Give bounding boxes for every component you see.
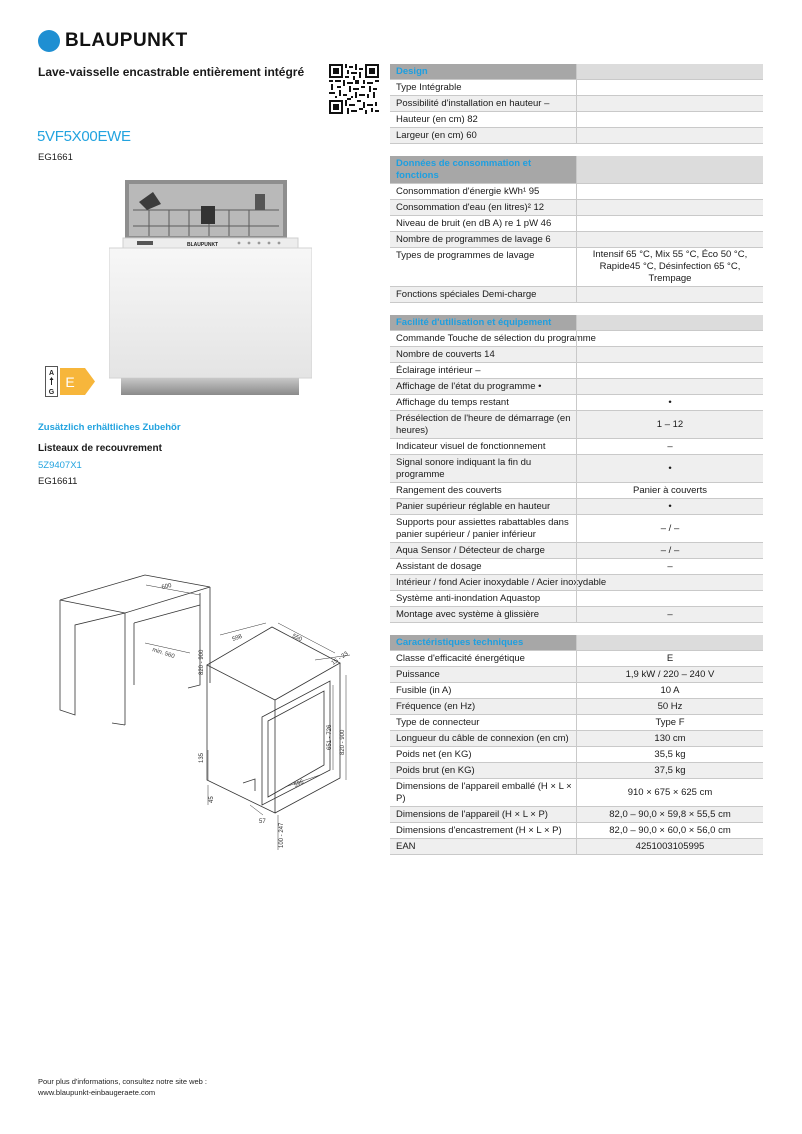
qr-code-icon bbox=[329, 64, 379, 114]
spec-value: Intensif 65 °C, Mix 55 °C, Éco 50 °C, Rapide45 °C, Désinfection 65 °C, Trempage bbox=[576, 248, 763, 286]
spec-label: Hauteur (en cm) 82 bbox=[396, 114, 478, 125]
spec-label: Nombre de couverts 14 bbox=[396, 349, 495, 360]
spec-row bbox=[390, 515, 763, 543]
spec-row bbox=[390, 823, 763, 839]
spec-value: 82,0 – 90,0 × 59,8 × 55,5 cm bbox=[576, 807, 763, 822]
spec-row bbox=[390, 731, 763, 747]
energy-class-letter: E bbox=[65, 374, 75, 390]
spec-row bbox=[390, 807, 763, 823]
spec-label: Éclairage intérieur – bbox=[396, 365, 481, 376]
spec-value: 82,0 – 90,0 × 60,0 × 56,0 cm bbox=[576, 823, 763, 838]
spec-row bbox=[390, 667, 763, 683]
spec-section-header bbox=[390, 64, 763, 80]
spec-value: – / – bbox=[576, 515, 763, 542]
spec-label: Signal sonore indiquant la fin du programme bbox=[396, 457, 532, 480]
spec-label: Fonctions spéciales Demi-charge bbox=[396, 289, 537, 300]
spec-row bbox=[390, 483, 763, 499]
spec-row bbox=[390, 543, 763, 559]
spec-row bbox=[390, 455, 763, 483]
spec-section bbox=[390, 315, 763, 623]
dim-15-23: 15 - 23 bbox=[330, 651, 350, 667]
spec-value bbox=[576, 591, 763, 606]
spec-value: 10 A bbox=[576, 683, 763, 698]
spec-row bbox=[390, 395, 763, 411]
spec-row bbox=[390, 232, 763, 248]
spec-row bbox=[390, 839, 763, 855]
spec-value: Type F bbox=[576, 715, 763, 730]
product-model[interactable]: 5VF5X00EWE bbox=[37, 128, 131, 145]
product-title: Lave-vaisselle encastrable entièrement intégré bbox=[38, 65, 305, 79]
spec-value bbox=[576, 363, 763, 378]
spec-value bbox=[576, 96, 763, 111]
spec-label: EAN bbox=[396, 841, 416, 852]
spec-value bbox=[576, 287, 763, 302]
spec-value bbox=[576, 200, 763, 215]
spec-section-header-cell bbox=[576, 156, 763, 183]
svg-text:BLAUPUNKT: BLAUPUNKT bbox=[187, 242, 219, 248]
spec-section-header bbox=[390, 315, 763, 331]
spec-value: E bbox=[576, 651, 763, 666]
spec-value: – bbox=[576, 607, 763, 622]
dim-niche-width: 600 bbox=[161, 583, 173, 591]
spec-label: Intérieur / fond Acier inoxydable / Acier inoxydable bbox=[396, 577, 607, 588]
spec-label: Panier supérieur réglable en hauteur bbox=[396, 501, 551, 512]
spec-label: Puissance bbox=[396, 669, 440, 680]
spec-label: Poids net (en KG) bbox=[396, 749, 472, 760]
spec-section bbox=[390, 156, 763, 303]
dim-598: 598 bbox=[231, 633, 244, 643]
spec-label: Affichage du temps restant bbox=[396, 397, 509, 408]
spec-label: Présélection de l'heure de démarrage (en heures) bbox=[396, 413, 571, 436]
spec-label: Dimensions de l'appareil (H × L × P) bbox=[396, 809, 548, 820]
spec-value: 4251003105995 bbox=[576, 839, 763, 854]
spec-row bbox=[390, 575, 763, 591]
spec-section-title: Design bbox=[396, 66, 428, 77]
spec-row bbox=[390, 80, 763, 96]
spec-value bbox=[576, 331, 763, 346]
dim-820-900: 820 - 900 bbox=[340, 729, 346, 755]
accessory-heading: Zusätzlich erhältliches Zubehör bbox=[38, 422, 181, 433]
spec-label: Fréquence (en Hz) bbox=[396, 701, 476, 712]
spec-section-header bbox=[390, 635, 763, 651]
dim-135: 135 bbox=[199, 752, 205, 763]
spec-row bbox=[390, 411, 763, 439]
spec-value: • bbox=[576, 499, 763, 514]
spec-row bbox=[390, 216, 763, 232]
spec-row bbox=[390, 96, 763, 112]
spec-label: Consommation d'énergie kWh¹ 95 bbox=[396, 186, 540, 197]
spec-value: Panier à couverts bbox=[576, 483, 763, 498]
spec-label: Affichage de l'état du programme • bbox=[396, 381, 542, 392]
spec-value: 50 Hz bbox=[576, 699, 763, 714]
spec-value bbox=[576, 347, 763, 362]
spec-row bbox=[390, 287, 763, 303]
spec-section-title: Caractéristiques techniques bbox=[396, 637, 524, 648]
spec-section-header bbox=[390, 156, 763, 184]
dishwasher-image bbox=[109, 180, 312, 395]
footer-link[interactable]: www.blaupunkt-einbaugeraete.com bbox=[38, 1088, 156, 1097]
spec-row bbox=[390, 112, 763, 128]
dim-45: 45 bbox=[209, 796, 215, 803]
spec-section bbox=[390, 64, 763, 144]
spec-row bbox=[390, 499, 763, 515]
spec-row bbox=[390, 379, 763, 395]
spec-value bbox=[576, 216, 763, 231]
spec-value: 35,5 kg bbox=[576, 747, 763, 762]
spec-value bbox=[576, 128, 763, 143]
logo-dot-icon bbox=[38, 30, 60, 52]
spec-value: • bbox=[576, 395, 763, 410]
spec-label: Aqua Sensor / Détecteur de charge bbox=[396, 545, 545, 556]
spec-label: Classe d'efficacité énergétique bbox=[396, 653, 525, 664]
spec-label: Largeur (en cm) 60 bbox=[396, 130, 477, 141]
spec-value: 37,5 kg bbox=[576, 763, 763, 778]
accessory-model[interactable]: 5Z9407X1 bbox=[38, 460, 82, 471]
spec-label: Types de programmes de lavage bbox=[396, 250, 535, 261]
spec-value bbox=[576, 575, 763, 590]
spec-section-header-cell bbox=[576, 635, 763, 650]
spec-label: Nombre de programmes de lavage 6 bbox=[396, 234, 551, 245]
spec-label: Type Intégrable bbox=[396, 82, 462, 93]
spec-label: Commande Touche de sélection du programme bbox=[396, 333, 596, 344]
spec-row bbox=[390, 651, 763, 667]
spec-row bbox=[390, 248, 763, 287]
spec-value bbox=[576, 184, 763, 199]
spec-value: – bbox=[576, 559, 763, 574]
spec-row bbox=[390, 591, 763, 607]
energy-scale-top: A bbox=[48, 370, 55, 377]
dim-100-247: 100 - 247 bbox=[279, 822, 285, 848]
spec-label: Montage avec système à glissière bbox=[396, 609, 540, 620]
spec-label: Poids brut (en KG) bbox=[396, 765, 475, 776]
spec-label: Consommation d'eau (en litres)² 12 bbox=[396, 202, 545, 213]
spec-label: Supports pour assiettes rabattables dans panier supérieur / panier inférieur bbox=[396, 517, 569, 540]
spec-label: Niveau de bruit (en dB A) re 1 pW 46 bbox=[396, 218, 552, 229]
spec-row bbox=[390, 331, 763, 347]
spec-section-title: Facilité d'utilisation et équipement bbox=[396, 317, 552, 328]
spec-row bbox=[390, 184, 763, 200]
spec-row bbox=[390, 200, 763, 216]
brand-logo bbox=[38, 30, 188, 52]
spec-value: – bbox=[576, 439, 763, 454]
spec-row bbox=[390, 559, 763, 575]
footer-text: Pour plus d'informations, consultez notre site web : bbox=[38, 1077, 208, 1086]
spec-row bbox=[390, 763, 763, 779]
spec-label: Indicateur visuel de fonctionnement bbox=[396, 441, 546, 452]
spec-value: 130 cm bbox=[576, 731, 763, 746]
footer bbox=[38, 1076, 207, 1098]
spec-label: Dimensions d'encastrement (H × L × P) bbox=[396, 825, 562, 836]
dim-596: 596 bbox=[293, 779, 305, 789]
spec-row bbox=[390, 699, 763, 715]
spec-section bbox=[390, 635, 763, 855]
accessory-code: EG16611 bbox=[38, 476, 78, 487]
energy-scale-bottom: G bbox=[48, 389, 55, 396]
energy-class-badge-icon bbox=[45, 366, 97, 398]
spec-row bbox=[390, 683, 763, 699]
spec-value: 1,9 kW / 220 – 240 V bbox=[576, 667, 763, 682]
spec-section-title: Données de consommation et fonctions bbox=[396, 158, 532, 181]
spec-value: – / – bbox=[576, 543, 763, 558]
spec-row bbox=[390, 439, 763, 455]
spec-label: Possibilité d'installation en hauteur – bbox=[396, 98, 550, 109]
spec-label: Rangement des couverts bbox=[396, 485, 502, 496]
spec-row bbox=[390, 779, 763, 807]
product-code: EG1661 bbox=[38, 152, 73, 163]
spec-value: 1 – 12 bbox=[576, 411, 763, 438]
spec-value bbox=[576, 80, 763, 95]
spec-row bbox=[390, 128, 763, 144]
dim-651-726: 651 - 726 bbox=[327, 724, 333, 750]
spec-row bbox=[390, 363, 763, 379]
spec-label: Dimensions de l'appareil emballé (H × L × P) bbox=[396, 781, 572, 804]
spec-label: Type de connecteur bbox=[396, 717, 480, 728]
dim-min-depth: min. 560 bbox=[151, 647, 176, 661]
dim-550: 550 bbox=[291, 633, 303, 644]
energy-label bbox=[45, 366, 97, 403]
spec-label: Assistant de dosage bbox=[396, 561, 482, 572]
spec-label: Système anti-inondation Aquastop bbox=[396, 593, 541, 604]
dim-57: 57 bbox=[259, 819, 266, 825]
dim-niche-height: 820 - 900 bbox=[199, 649, 205, 675]
spec-row bbox=[390, 607, 763, 623]
accessory-name: Listeaux de recouvrement bbox=[38, 443, 162, 454]
spec-value bbox=[576, 379, 763, 394]
spec-label: Longueur du câble de connexion (en cm) bbox=[396, 733, 569, 744]
installation-diagram bbox=[50, 565, 370, 855]
spec-row bbox=[390, 347, 763, 363]
spec-label: Fusible (in A) bbox=[396, 685, 452, 696]
spec-value bbox=[576, 232, 763, 247]
spec-row bbox=[390, 715, 763, 731]
spec-row bbox=[390, 747, 763, 763]
spec-table bbox=[390, 64, 763, 867]
spec-value: 910 × 675 × 625 cm bbox=[576, 779, 763, 806]
spec-value: • bbox=[576, 455, 763, 482]
spec-section-header-cell bbox=[576, 315, 763, 330]
spec-section-header-cell bbox=[576, 64, 763, 79]
spec-value bbox=[576, 112, 763, 127]
brand-name: BLAUPUNKT bbox=[65, 30, 188, 51]
